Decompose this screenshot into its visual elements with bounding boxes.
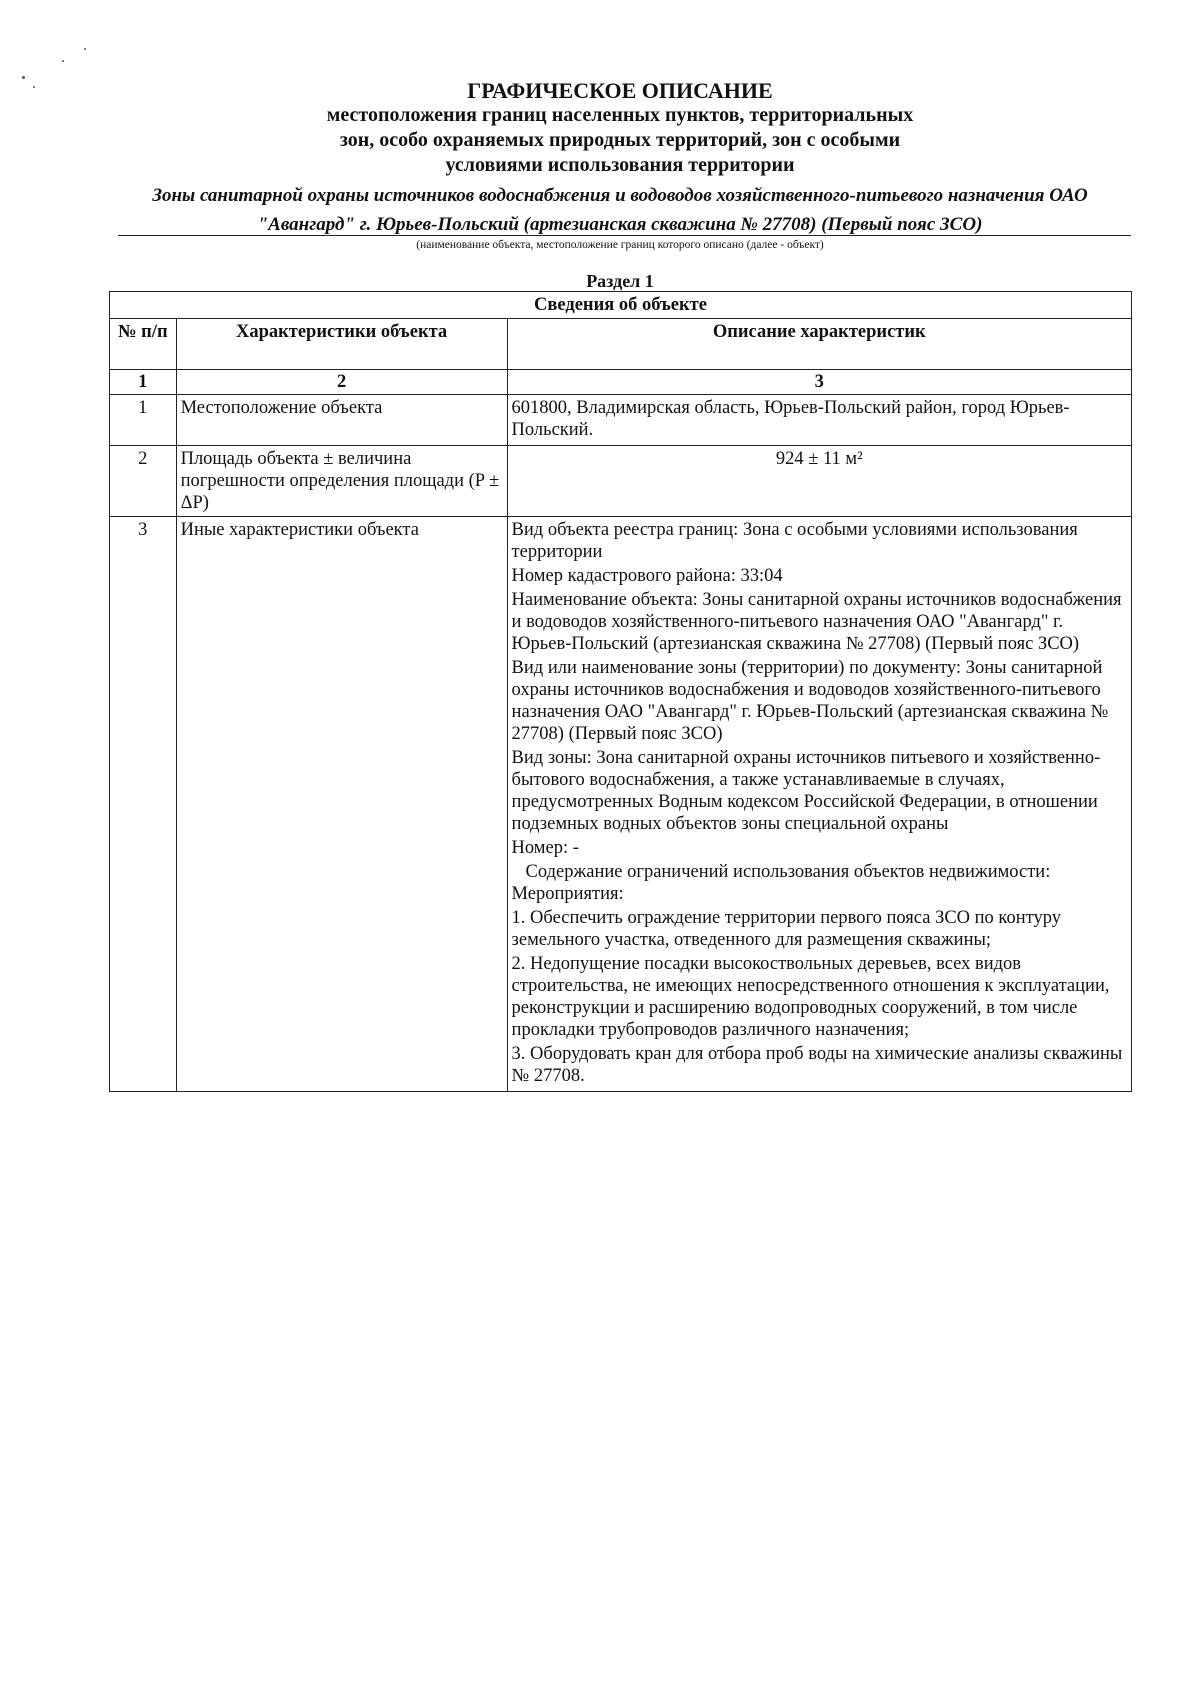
document-subtitle-line: местоположения границ населенных пунктов, территориальных <box>326 104 914 126</box>
row-characteristic: Иные характеристики объекта <box>176 517 507 1092</box>
description-paragraph: Вид зоны: Зона санитарной охраны источников питьевого и хозяйственно-бытового водоснабжения, а также устанавливаемые в случаях, предусмотренных Водным кодексом Российской Федерации, в отношении подземных водных объектов зоны специальной охраны <box>511 748 1101 834</box>
description-paragraph: Номер: - <box>511 838 579 858</box>
area-value: 924 ± 11 м² <box>507 446 1131 517</box>
description-paragraph: Вид объекта реестра границ: Зона с особыми условиями использования территории <box>511 520 1078 562</box>
scan-speck <box>33 86 35 88</box>
description-paragraph: 3. Оборудовать кран для отбора проб воды на химические анализы скважины № 27708. <box>511 1044 1123 1086</box>
table-row <box>110 517 1132 1092</box>
object-name-underline <box>118 235 1131 236</box>
column-number: 1 <box>110 370 177 395</box>
description-paragraph: Наименование объекта: Зоны санитарной охраны источников водоснабжения и водоводов хозяйственного-питьевого назначения ОАО "Авангард" г. Юрьев-Польский (артезианская скважина № 27708) (Первый пояс ЗСО) <box>511 590 1122 654</box>
row-description <box>507 517 1131 1092</box>
table-title-row <box>110 292 1132 319</box>
row-characteristic: Площадь объекта ± величина погрешности определения площади (P ± ΔP) <box>176 446 507 517</box>
row-characteristic: Местоположение объекта <box>176 395 507 446</box>
document-subtitle-line: условиями использования территории <box>445 154 795 176</box>
table-title: Сведения об объекте <box>110 292 1132 319</box>
row-number: 1 <box>110 395 177 446</box>
column-number: 3 <box>507 370 1131 395</box>
description-paragraph: Содержание ограничений использования объектов недвижимости: Мероприятия: <box>511 862 1051 904</box>
description-paragraph: 2. Недопущение посадки высокоствольных деревьев, всех видов строительства, не имеющих непосредственного отношения к эксплуатации, реконструкции и расширению водопроводных сооружений, в том числе прокладки трубопроводов различного назначения; <box>511 954 1110 1040</box>
scan-speck <box>84 48 86 50</box>
row-number: 3 <box>110 517 177 1092</box>
description-paragraph: Вид или наименование зоны (территории) по документу: Зоны санитарной охраны источников водоснабжения и водоводов хозяйственного-питьевого назначения ОАО "Авангард" г. Юрьев-Польский (артезианская скважина № 27708) (Первый пояс ЗСО) <box>511 658 1109 744</box>
header-number: № п/п <box>110 319 177 370</box>
object-info-table <box>109 291 1132 1092</box>
table-row <box>110 395 1132 446</box>
row-number: 2 <box>110 446 177 517</box>
table-row <box>110 446 1132 517</box>
header-description: Описание характеристик <box>507 319 1131 370</box>
header-characteristic: Характеристики объекта <box>176 319 507 370</box>
object-name-line: "Авангард" г. Юрьев-Польский (артезианская скважина № 27708) (Первый пояс ЗСО) <box>257 214 983 235</box>
section-label: Раздел 1 <box>586 271 654 291</box>
document-title: ГРАФИЧЕСКОЕ ОПИСАНИЕ <box>467 78 773 103</box>
description-paragraph: Номер кадастрового района: 33:04 <box>511 566 783 586</box>
row-description <box>507 395 1131 446</box>
object-name-line: Зоны санитарной охраны источников водоснабжения и водоводов хозяйственного-питьевого назначения ОАО <box>152 185 1088 206</box>
document-header <box>110 78 1130 236</box>
description-paragraph: 1. Обеспечить ограждение территории первого пояса ЗСО по контуру земельного участка, отведенного для размещения скважины; <box>511 908 1061 950</box>
object-caption: (наименование объекта, местоположение границ которого описано (далее - объект) <box>416 239 824 251</box>
column-number: 2 <box>176 370 507 395</box>
document-subtitle-line: зон, особо охраняемых природных территорий, зон с особыми <box>339 129 901 151</box>
description-paragraph: 601800, Владимирская область, Юрьев-Польский район, город Юрьев-Польский. <box>511 398 1070 440</box>
scan-speck <box>22 76 25 79</box>
column-number-row <box>110 370 1132 395</box>
table-header-row <box>110 319 1132 370</box>
scan-speck <box>62 60 64 62</box>
